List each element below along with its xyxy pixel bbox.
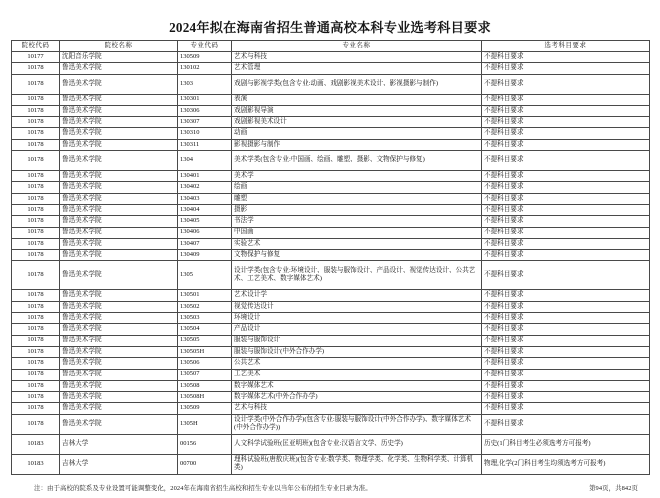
cell-school-name: 鲁迅美术学院 [60, 358, 178, 369]
cell-school-code: 10178 [12, 193, 60, 204]
cell-school-name: 鲁迅美术学院 [60, 216, 178, 227]
cell-school-code: 10178 [12, 151, 60, 171]
cell-major-code: 130509 [178, 52, 232, 63]
table-row [12, 335, 650, 346]
cell-school-code: 10178 [12, 204, 60, 215]
cell-major-name: 艺术与科技 [232, 403, 482, 414]
cell-school-name: 鲁迅美术学院 [60, 414, 178, 434]
cell-school-name: 吉林大学 [60, 454, 178, 474]
cell-major-name: 艺术与科技 [232, 52, 482, 63]
cell-major-code: 130502 [178, 301, 232, 312]
cell-major-name: 实验艺术 [232, 238, 482, 249]
cell-major-name: 数字媒体艺术 [232, 380, 482, 391]
cell-school-name: 鲁迅美术学院 [60, 94, 178, 105]
cell-subject-required: 不提科目要求 [482, 301, 650, 312]
cell-major-code: 130301 [178, 94, 232, 105]
table-row [12, 227, 650, 238]
cell-major-name: 工艺美术 [232, 369, 482, 380]
cell-major-name: 中国画 [232, 227, 482, 238]
table-row [12, 380, 650, 391]
cell-school-code: 10178 [12, 128, 60, 139]
cell-major-name: 戏剧与影视学类(包含专业:动画、戏剧影视美术设计、影视摄影与制作) [232, 74, 482, 94]
cell-major-name: 戏剧影视美术设计 [232, 117, 482, 128]
cell-school-name: 鲁迅美术学院 [60, 105, 178, 116]
cell-subject-required: 不提科目要求 [482, 216, 650, 227]
cell-school-name: 鲁迅美术学院 [60, 313, 178, 324]
cell-school-code: 10178 [12, 139, 60, 150]
cell-major-name: 戏剧影视导演 [232, 105, 482, 116]
table-row [12, 74, 650, 94]
cell-subject-required: 不提科目要求 [482, 105, 650, 116]
cell-major-code: 130501 [178, 290, 232, 301]
cell-major-code: 130503 [178, 313, 232, 324]
cell-school-name: 鲁迅美术学院 [60, 238, 178, 249]
table-row [12, 301, 650, 312]
cell-school-code: 10178 [12, 238, 60, 249]
cell-major-name: 服装与服饰设计(中外合作办学) [232, 346, 482, 357]
cell-subject-required: 不提科目要求 [482, 392, 650, 403]
table-header [12, 41, 650, 52]
cell-school-code: 10178 [12, 216, 60, 227]
cell-school-code: 10183 [12, 434, 60, 454]
cell-school-code: 10178 [12, 63, 60, 74]
cell-school-code: 10178 [12, 380, 60, 391]
subject-requirement-table [11, 40, 650, 475]
cell-school-code: 10178 [12, 392, 60, 403]
cell-major-name: 环境设计 [232, 313, 482, 324]
cell-school-code: 10178 [12, 227, 60, 238]
cell-subject-required: 不提科目要求 [482, 128, 650, 139]
column-header-major-code: 专业代码 [178, 41, 232, 52]
table-row [12, 94, 650, 105]
cell-school-name: 鲁迅美术学院 [60, 290, 178, 301]
cell-school-code: 10178 [12, 74, 60, 94]
column-header-subject-required: 选考科目要求 [482, 41, 650, 52]
cell-subject-required: 不提科目要求 [482, 238, 650, 249]
cell-school-code: 10178 [12, 369, 60, 380]
cell-major-code: 130404 [178, 204, 232, 215]
table-row [12, 434, 650, 454]
cell-subject-required: 不提科目要求 [482, 94, 650, 105]
cell-school-name: 鲁迅美术学院 [60, 128, 178, 139]
cell-major-code: 130505 [178, 335, 232, 346]
column-header-school-name: 院校名称 [60, 41, 178, 52]
cell-major-code: 1305H [178, 414, 232, 434]
table-row [12, 250, 650, 261]
cell-school-code: 10178 [12, 358, 60, 369]
cell-major-code: 130407 [178, 238, 232, 249]
cell-school-code: 10178 [12, 182, 60, 193]
cell-major-name: 表演 [232, 94, 482, 105]
cell-major-name: 数字媒体艺术(中外合作办学) [232, 392, 482, 403]
cell-major-code: 130405 [178, 216, 232, 227]
table-row [12, 403, 650, 414]
table-row [12, 216, 650, 227]
cell-major-name: 设计学类(包含专业:环境设计、服装与服饰设计、产品设计、视觉传达设计、公共艺术、工艺美术、数字媒体艺术) [232, 261, 482, 290]
table-row [12, 105, 650, 116]
cell-major-code: 130310 [178, 128, 232, 139]
footnote-text: 注：由于高校的院系及专业设置可能调整变化，2024年在海南省招生高校和招生专业以当年公布的招生专业目录为准。 [34, 484, 372, 492]
cell-school-code: 10178 [12, 94, 60, 105]
cell-subject-required: 不提科目要求 [482, 414, 650, 434]
page-title: 2024年拟在海南省招生普通高校本科专业选考科目要求 [169, 20, 491, 35]
cell-school-name: 鲁迅美术学院 [60, 182, 178, 193]
table-row [12, 117, 650, 128]
cell-major-code: 1304 [178, 151, 232, 171]
cell-subject-required: 不提科目要求 [482, 52, 650, 63]
cell-subject-required: 不提科目要求 [482, 63, 650, 74]
cell-subject-required: 不提科目要求 [482, 182, 650, 193]
cell-subject-required: 不提科目要求 [482, 261, 650, 290]
table-row [12, 128, 650, 139]
cell-major-name: 设计学类(中外合作办学)(包含专业:服装与服饰设计(中外合作办学)、数字媒体艺术(中外合作办学)) [232, 414, 482, 434]
cell-school-name: 鲁迅美术学院 [60, 346, 178, 357]
page-number: 第94页，共842页 [589, 484, 638, 492]
cell-school-name: 鲁迅美术学院 [60, 369, 178, 380]
cell-subject-required: 历史(1门科目考生必须选考方可报考) [482, 434, 650, 454]
cell-major-code: 1305 [178, 261, 232, 290]
cell-subject-required: 不提科目要求 [482, 346, 650, 357]
cell-school-name: 鲁迅美术学院 [60, 324, 178, 335]
table-row [12, 171, 650, 182]
cell-major-name: 产品设计 [232, 324, 482, 335]
cell-school-code: 10177 [12, 52, 60, 63]
cell-major-code: 130306 [178, 105, 232, 116]
cell-school-name: 鲁迅美术学院 [60, 139, 178, 150]
cell-major-code: 130508 [178, 380, 232, 391]
cell-school-name: 鲁迅美术学院 [60, 392, 178, 403]
cell-major-code: 130402 [178, 182, 232, 193]
cell-major-code: 130409 [178, 250, 232, 261]
table-row [12, 182, 650, 193]
cell-major-code: 1303 [178, 74, 232, 94]
cell-subject-required: 不提科目要求 [482, 380, 650, 391]
cell-major-code: 130403 [178, 193, 232, 204]
cell-subject-required: 不提科目要求 [482, 335, 650, 346]
cell-major-name: 美术学类(包含专业:中国画、绘画、雕塑、摄影、文物保护与修复) [232, 151, 482, 171]
cell-major-name: 摄影 [232, 204, 482, 215]
table-header-row [12, 41, 650, 52]
column-header-school-code: 院校代码 [12, 41, 60, 52]
cell-major-name: 视觉传达设计 [232, 301, 482, 312]
table-row [12, 392, 650, 403]
table-row [12, 346, 650, 357]
cell-major-code: 130505H [178, 346, 232, 357]
cell-school-code: 10178 [12, 250, 60, 261]
cell-subject-required: 不提科目要求 [482, 204, 650, 215]
cell-school-name: 鲁迅美术学院 [60, 380, 178, 391]
cell-subject-required: 不提科目要求 [482, 358, 650, 369]
cell-school-code: 10178 [12, 171, 60, 182]
cell-subject-required: 不提科目要求 [482, 171, 650, 182]
cell-major-name: 理科试验班(唐敖庆班)(包含专业:数学类、物理学类、化学类、生物科学类、计算机类) [232, 454, 482, 474]
cell-major-code: 00700 [178, 454, 232, 474]
cell-school-name: 鲁迅美术学院 [60, 204, 178, 215]
cell-subject-required: 不提科目要求 [482, 313, 650, 324]
table-row [12, 358, 650, 369]
cell-subject-required: 不提科目要求 [482, 139, 650, 150]
cell-major-code: 130504 [178, 324, 232, 335]
cell-subject-required: 不提科目要求 [482, 193, 650, 204]
table-body [12, 52, 650, 475]
cell-major-name: 雕塑 [232, 193, 482, 204]
column-header-major-name: 专业名称 [232, 41, 482, 52]
cell-subject-required: 不提科目要求 [482, 369, 650, 380]
cell-subject-required: 不提科目要求 [482, 324, 650, 335]
table-row [12, 313, 650, 324]
cell-major-name: 书法学 [232, 216, 482, 227]
table-row [12, 151, 650, 171]
cell-school-code: 10178 [12, 346, 60, 357]
cell-subject-required: 不提科目要求 [482, 117, 650, 128]
cell-subject-required: 不提科目要求 [482, 151, 650, 171]
page-footer [11, 484, 649, 498]
cell-major-name: 艺术设计学 [232, 290, 482, 301]
cell-subject-required: 不提科目要求 [482, 74, 650, 94]
cell-school-name: 沈阳音乐学院 [60, 52, 178, 63]
table-row [12, 193, 650, 204]
cell-school-code: 10178 [12, 414, 60, 434]
cell-major-name: 文物保护与修复 [232, 250, 482, 261]
cell-subject-required: 不提科目要求 [482, 227, 650, 238]
cell-subject-required: 不提科目要求 [482, 290, 650, 301]
cell-school-name: 吉林大学 [60, 434, 178, 454]
cell-school-name: 鲁迅美术学院 [60, 117, 178, 128]
cell-major-code: 130507 [178, 369, 232, 380]
cell-school-name: 鲁迅美术学院 [60, 74, 178, 94]
cell-school-name: 鲁迅美术学院 [60, 403, 178, 414]
cell-subject-required: 不提科目要求 [482, 403, 650, 414]
table-row [12, 238, 650, 249]
cell-school-code: 10178 [12, 335, 60, 346]
cell-school-name: 鲁迅美术学院 [60, 193, 178, 204]
table-row [12, 204, 650, 215]
cell-school-code: 10178 [12, 261, 60, 290]
cell-major-code: 130506 [178, 358, 232, 369]
cell-major-code: 130401 [178, 171, 232, 182]
table-row [12, 324, 650, 335]
cell-school-code: 10178 [12, 301, 60, 312]
cell-school-name: 鲁迅美术学院 [60, 63, 178, 74]
table-row [12, 52, 650, 63]
cell-major-name: 动画 [232, 128, 482, 139]
table-row [12, 261, 650, 290]
cell-major-code: 130311 [178, 139, 232, 150]
cell-major-name: 人文科学试验班(匡亚明班)(包含专业:汉语言文学、历史学) [232, 434, 482, 454]
cell-major-name: 服装与服饰设计 [232, 335, 482, 346]
cell-subject-required: 不提科目要求 [482, 250, 650, 261]
cell-school-code: 10183 [12, 454, 60, 474]
table-row [12, 139, 650, 150]
cell-major-name: 艺术管理 [232, 63, 482, 74]
cell-major-code: 00156 [178, 434, 232, 454]
cell-school-name: 鲁迅美术学院 [60, 151, 178, 171]
cell-school-name: 鲁迅美术学院 [60, 227, 178, 238]
table-row [12, 63, 650, 74]
table-row [12, 369, 650, 380]
cell-school-code: 10178 [12, 105, 60, 116]
table-row [12, 290, 650, 301]
cell-school-name: 鲁迅美术学院 [60, 250, 178, 261]
cell-major-name: 美术学 [232, 171, 482, 182]
cell-major-name: 绘画 [232, 182, 482, 193]
cell-subject-required: 物理,化学(2门科目考生均须选考方可报考) [482, 454, 650, 474]
cell-school-code: 10178 [12, 290, 60, 301]
cell-school-name: 鲁迅美术学院 [60, 171, 178, 182]
cell-school-name: 鲁迅美术学院 [60, 301, 178, 312]
cell-major-code: 130307 [178, 117, 232, 128]
cell-major-code: 130508H [178, 392, 232, 403]
cell-school-code: 10178 [12, 117, 60, 128]
cell-major-name: 影视摄影与制作 [232, 139, 482, 150]
cell-school-name: 鲁迅美术学院 [60, 335, 178, 346]
cell-major-name: 公共艺术 [232, 358, 482, 369]
cell-school-code: 10178 [12, 324, 60, 335]
cell-major-code: 130102 [178, 63, 232, 74]
table-row [12, 414, 650, 434]
cell-school-code: 10178 [12, 313, 60, 324]
cell-major-code: 130509 [178, 403, 232, 414]
cell-school-name: 鲁迅美术学院 [60, 261, 178, 290]
cell-school-code: 10178 [12, 403, 60, 414]
cell-major-code: 130406 [178, 227, 232, 238]
table-row [12, 454, 650, 474]
